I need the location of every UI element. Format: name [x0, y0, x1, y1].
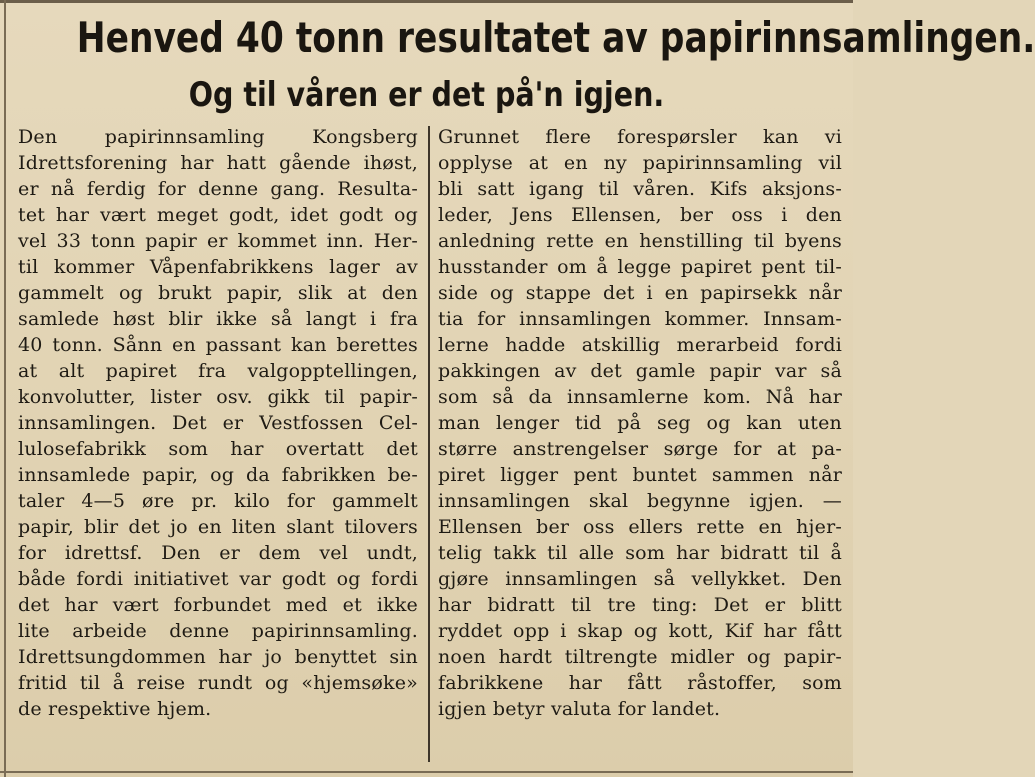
- left-column-line: gammelt og brukt papir, slik at den: [18, 282, 418, 304]
- left-column-line: er nå ferdig for denne gang. Resulta-: [18, 178, 418, 200]
- left-column-line: innsamlingen. Det er Vestfossen Cel-: [18, 412, 418, 434]
- left-column-line: tet har vært meget godt, idet godt og: [18, 204, 418, 226]
- right-column-line: bli satt igang til våren. Kifs aksjons-: [438, 178, 842, 200]
- right-column-line: telig takk til alle som har bidratt til å: [438, 542, 842, 564]
- right-column-line: større anstrengelser sørge for at pa-: [438, 438, 842, 460]
- right-column-line: Ellensen ber oss ellers rette en hjer-: [438, 516, 842, 538]
- left-column-line: både fordi initiativet var godt og fordi: [18, 568, 418, 590]
- right-column-line: pakkingen av det gamle papir var så: [438, 360, 842, 382]
- left-column-line: det har vært forbundet med et ikke: [18, 594, 418, 616]
- left-column-line: til kommer Våpenfabrikkens lager av: [18, 256, 418, 278]
- left-column-line: taler 4—5 øre pr. kilo for gammelt: [18, 490, 418, 512]
- left-column-line: at alt papiret fra valgopptellingen,: [18, 360, 418, 382]
- left-column-line: vel 33 tonn papir er kommet inn. Her-: [18, 230, 418, 252]
- left-column-line: Idrettsungdommen har jo benyttet sin: [18, 646, 418, 668]
- column-divider: [428, 126, 430, 762]
- right-column-line: har bidratt til tre ting: Det er blitt: [438, 594, 842, 616]
- bottom-border-rule: [0, 771, 853, 773]
- left-column-line: for idrettsf. Den er dem vel undt,: [18, 542, 418, 564]
- right-column: [438, 124, 842, 722]
- left-column-line: lulosefabrikk som har overtatt det: [18, 438, 418, 460]
- right-column-line: leder, Jens Ellensen, ber oss i den: [438, 204, 842, 226]
- top-border-rule: [0, 0, 853, 3]
- left-column-line: de respektive hjem.: [18, 698, 212, 720]
- headline: Henved 40 tonn resultatet av papirinnsamlingen.: [76, 13, 1035, 62]
- left-column-line: 40 tonn. Sånn en passant kan berettes: [18, 334, 418, 356]
- right-column-line: gjøre innsamlingen så vellykket. Den: [438, 568, 842, 590]
- left-column-line: papir, blir det jo en liten slant tilovers: [18, 516, 418, 538]
- left-column-line: Idrettsforening har hatt gående ihøst,: [18, 152, 418, 174]
- right-column-line: innsamlingen skal begynne igjen. —: [438, 490, 842, 512]
- left-column-line: Den papirinnsamling Kongsberg: [18, 126, 418, 148]
- left-border-rule: [4, 0, 6, 777]
- right-column-line: ryddet opp i skap og kott, Kif har fått: [438, 620, 842, 642]
- right-column-line: opplyse at en ny papirinnsamling vil: [438, 152, 842, 174]
- right-column-line: side og stappe det i en papirsekk når: [438, 282, 842, 304]
- right-column-line: fabrikkene har fått råstoffer, som: [438, 672, 842, 694]
- left-column-line: samlede høst blir ikke så langt i fra: [18, 308, 418, 330]
- left-column: [18, 124, 418, 722]
- right-column-line: piret ligger pent buntet sammen når: [438, 464, 842, 486]
- left-column-line: lite arbeide denne papirinnsamling.: [18, 620, 418, 642]
- left-column-line: fritid til å reise rundt og «hjemsøke»: [18, 672, 418, 694]
- left-column-line: konvolutter, lister osv. gikk til papir-: [18, 386, 418, 408]
- right-column-line: igjen betyr valuta for landet.: [438, 698, 721, 720]
- right-column-line: lerne hadde atskillig merarbeid fordi: [438, 334, 842, 356]
- right-column-line: som så da innsamlerne kom. Nå har: [438, 386, 842, 408]
- subheadline: Og til våren er det på'n igjen.: [188, 75, 665, 115]
- right-column-line: man lenger tid på seg og kan uten: [438, 412, 842, 434]
- right-column-line: noen hardt tiltrengte midler og papir-: [438, 646, 842, 668]
- right-column-line: anledning rette en henstilling til byens: [438, 230, 842, 252]
- right-column-line: husstander om å legge papiret pent til-: [438, 256, 842, 278]
- left-column-line: innsamlede papir, og da fabrikken be-: [18, 464, 418, 486]
- right-column-line: tia for innsamlingen kommer. Innsam-: [438, 308, 842, 330]
- right-column-line: Grunnet flere forespørsler kan vi: [438, 126, 842, 148]
